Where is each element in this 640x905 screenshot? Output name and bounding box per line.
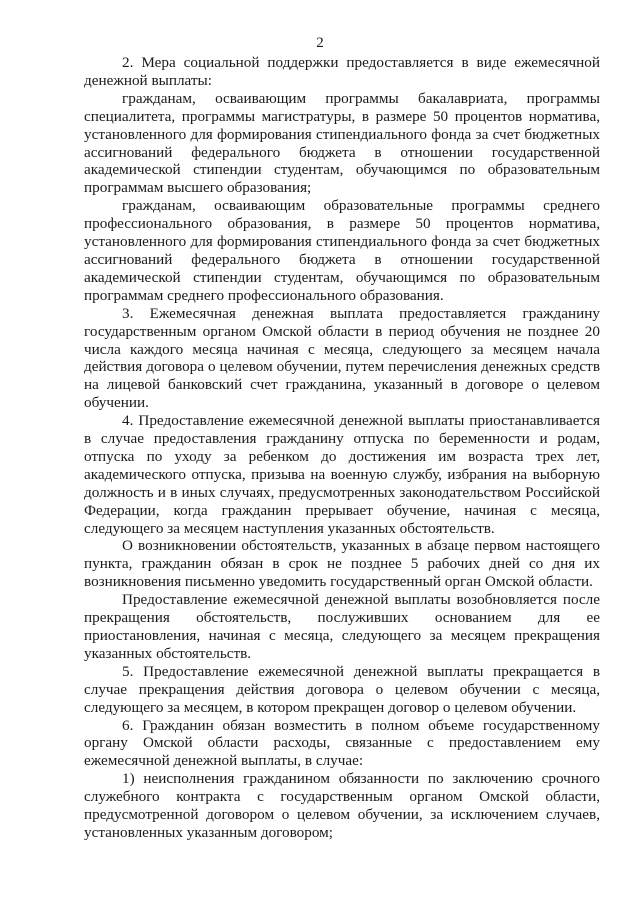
paragraph-notification: О возникновении обстоятельств, указанных в абзаце первом настоящего пункта, гражданин обязан в срок не позднее 5 рабочих дней со дня их возникновения письменно уведомить государственный орган Омской области.: [84, 537, 600, 591]
paragraph-resumption: Предоставление ежемесячной денежной выплаты возобновляется после прекращения обстоятельств, послуживших основанием для ее приостановления, начиная с месяца, следующего за месяцем прекращения указанных обстоятельств.: [84, 591, 600, 662]
paragraph-item-5: 5. Предоставление ежемесячной денежной выплаты прекращается в случае прекращения действия договора о целевом обучении с месяца, следующего за месяцем, в котором прекращен договор о целевом обучении.: [84, 662, 600, 716]
paragraph-item-2: 2. Мера социальной поддержки предоставляется в виде ежемесячной денежной выплаты:: [84, 54, 600, 89]
paragraph-vocational-students: гражданам, осваивающим образовательные программы среднего профессионального образования, в размере 50 процентов норматива, установленного для формирования стипендиального фонда за счет бюджетных ассигнований федерального бюджета в отношении государственной академической стипендии студентам, обучающимся по образовательным программам среднего профессионального образования.: [84, 197, 600, 304]
page-number: 2: [316, 35, 324, 51]
paragraph-bachelor-students: гражданам, осваивающим программы бакалавриата, программы специалитета, программы магистратуры, в размере 50 процентов норматива, установленного для формирования стипендиального фонда за счет бюджетных ассигнований федерального бюджета в отношении государственной академической стипендии студентам, обучающимся по образовательным программам высшего образования;: [84, 89, 600, 197]
document-body: [84, 54, 600, 842]
paragraph-item-4: 4. Предоставление ежемесячной денежной выплаты приостанавливается в случае предоставления гражданину отпуска по беременности и родам, отпуска по уходу за ребенком до достижения им возраста трех лет, академического отпуска, призыва на военную службу, избрания на выборную должность и в иных случаях, предусмотренных законодательством Российской Федерации, когда гражданин прерывает обучение, начиная с месяца, следующего за месяцем наступления указанных обстоятельств.: [84, 412, 600, 537]
paragraph-item-3: 3. Ежемесячная денежная выплата предоставляется гражданину государственным органом Омской области в период обучения не позднее 20 числа каждого месяца начиная с месяца, следующего за месяцем начала действия договора о целевом обучении, путем перечисления денежных средств на лицевой банковский счет гражданина, указанный в договоре о целевом обучении.: [84, 304, 600, 412]
paragraph-item-6-1: 1) неисполнения гражданином обязанности по заключению срочного служебного контракта с государственным органом Омской области, предусмотренной договором о целевом обучении, за исключением случаев, установленных указанным договором;: [84, 770, 600, 841]
paragraph-item-6: 6. Гражданин обязан возместить в полном объеме государственному органу Омской области расходы, связанные с предоставлением ему ежемесячной денежной выплаты, в случае:: [84, 716, 600, 770]
